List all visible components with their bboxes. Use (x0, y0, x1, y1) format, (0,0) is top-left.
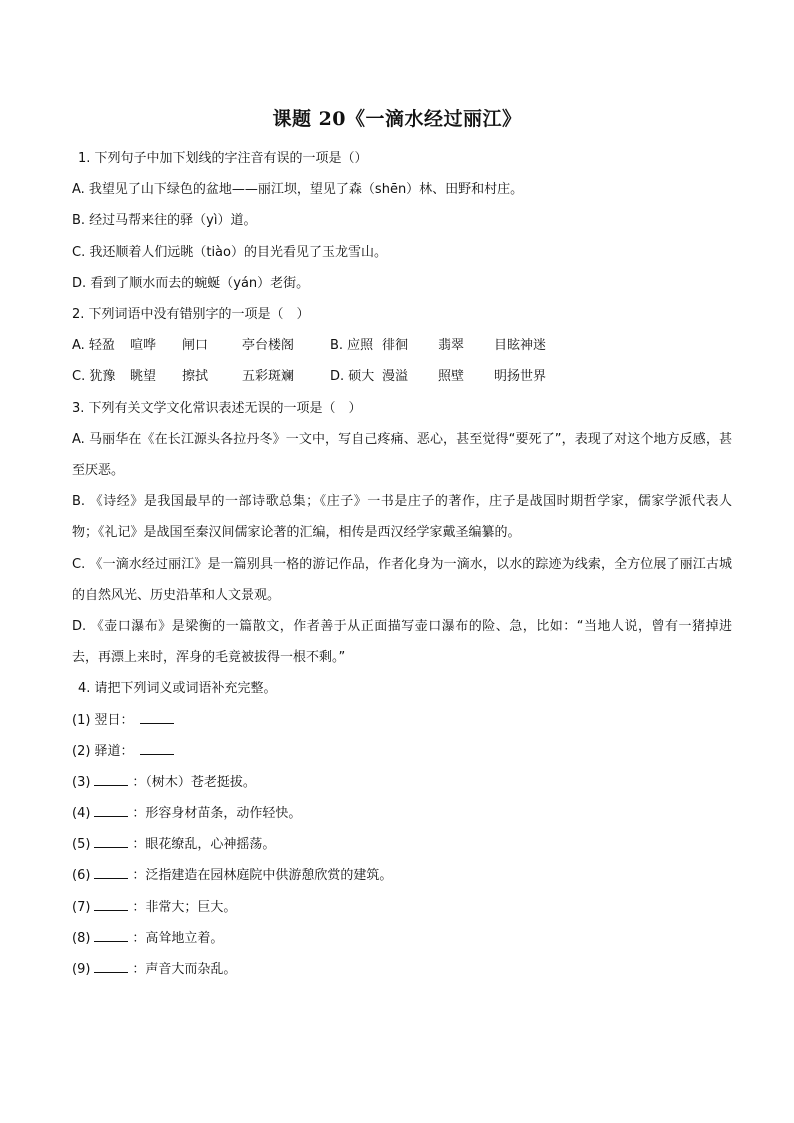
question-1-option-d: D. 看到了顺水而去的蜿蜒（yán）老街。 (72, 275, 310, 291)
item-number: (7) (72, 899, 91, 915)
answer-blank[interactable] (94, 834, 128, 848)
item-definition: ：形容身材苗条，动作轻快。 (132, 806, 302, 822)
item-label: (2) 驿道： (72, 743, 134, 759)
item-number: (3) (72, 774, 91, 790)
item-number: (9) (72, 962, 91, 977)
item-number: (8) (72, 930, 91, 946)
word: 目眩神迷 (494, 338, 547, 354)
word: 擦拭 (182, 369, 209, 385)
answer-blank[interactable] (140, 741, 174, 755)
item-definition: ：高耸地立着。 (132, 930, 224, 946)
answer-blank[interactable] (140, 710, 174, 724)
item-definition: ：泛指建造在园林庭院中供游憩欣赏的建筑。 (132, 868, 393, 884)
question-4-item-6 (72, 860, 732, 891)
word: 翡翠 (438, 338, 465, 354)
question-3-option-a: A. 马丽华在《在长江源头各拉丹冬》一文中，写自己疼痛、恶心，甚至觉得“要死了”，表现了对这个地方反感，甚至厌恶。 (72, 431, 732, 478)
item-number: (5) (72, 837, 91, 853)
item-label: (1) 翌日： (72, 712, 134, 728)
question-4-item-8 (72, 923, 732, 954)
question-3-option-d: D. 《壶口瀑布》是梁衡的一篇散文，作者善于从正面描写壶口瀑布的险、急，比如：“当地人说，曾有一猪掉进去，再漂上来时，浑身的毛竟被拔得一根不剩。” (72, 618, 732, 666)
answer-blank[interactable] (94, 772, 128, 786)
item-definition: ：声音大而杂乱。 (132, 962, 237, 977)
question-1-option-c: C. 我还顺着人们远眺（tiào）的目光看见了玉龙雪山。 (72, 244, 387, 260)
word: 眺望 (130, 369, 157, 385)
question-4-item-9 (72, 954, 732, 985)
word: 五彩斑斓 (242, 369, 295, 385)
document-body (72, 143, 732, 985)
item-definition: ：（树木）苍老挺拔。 (132, 774, 256, 790)
word: 徘徊 (382, 338, 409, 354)
question-4-item-4 (72, 798, 732, 829)
word: 闸口 (182, 338, 209, 354)
word: B. 应照 (330, 338, 374, 354)
answer-blank[interactable] (94, 928, 128, 942)
question-4-item-5 (72, 829, 732, 860)
question-2-row-2 (72, 361, 732, 392)
answer-blank[interactable] (94, 959, 128, 973)
question-4-item-3 (72, 767, 732, 798)
item-definition: ：眼花缭乱，心神摇荡。 (132, 837, 276, 853)
answer-blank[interactable] (94, 865, 128, 879)
answer-blank[interactable] (94, 897, 128, 911)
word: A. 轻盈 (72, 338, 115, 354)
word: D. 硕大 (330, 369, 375, 385)
question-4-item-1 (72, 705, 732, 736)
word: 明扬世界 (494, 369, 547, 385)
question-3-stem: 3. 下列有关文学文化常识表述无误的一项是（ ） (72, 400, 362, 416)
question-4-item-2 (72, 736, 732, 767)
question-2-stem: 2. 下列词语中没有错别字的一项是（ ） (72, 306, 310, 322)
question-1-option-b: B. 经过马帮来往的驿（yì）道。 (72, 213, 257, 229)
item-definition: ：非常大；巨大。 (132, 899, 237, 915)
word: 漫溢 (382, 369, 409, 385)
question-1-option-a: A. 我望见了山下绿色的盆地——丽江坝，望见了森（shēn）林、田野和村庄。 (72, 182, 524, 198)
question-4-item-7 (72, 892, 732, 923)
word: 喧哗 (130, 338, 157, 354)
word: C. 犹豫 (72, 369, 116, 385)
question-3-option-c: C. 《一滴水经过丽江》是一篇别具一格的游记作品，作者化身为一滴水，以水的踪迹为线索，全方位展了丽江古城的自然风光、历史沿革和人文景观。 (72, 556, 732, 603)
question-4-stem: 4. 请把下列词义或词语补充完整。 (78, 681, 277, 697)
question-1-stem: 1. 下列句子中加下划线的字注音有误的一项是（） (78, 151, 368, 166)
word: 照壁 (438, 369, 465, 385)
word: 亭台楼阁 (242, 338, 295, 354)
question-3-option-b: B. 《诗经》是我国最早的一部诗歌总集；《庄子》一书是庄子的著作，庄子是战国时期哲学家，儒家学派代表人物；《礼记》是战国至秦汉间儒家论著的汇编，相传是西汉经学家戴圣编纂的。 (72, 494, 732, 541)
item-number: (4) (72, 806, 91, 822)
page-title: 课题 20《一滴水经过丽江》 (272, 108, 522, 130)
item-number: (6) (72, 868, 91, 884)
question-2-row-1 (72, 330, 732, 361)
answer-blank[interactable] (94, 803, 128, 817)
